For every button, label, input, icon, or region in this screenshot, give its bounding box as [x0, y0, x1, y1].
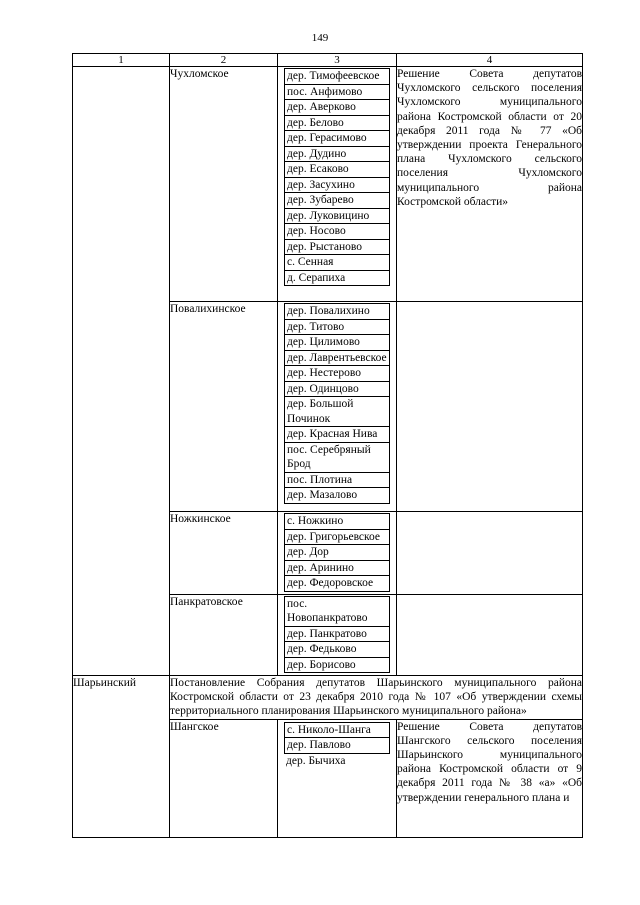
page-number: 149 [311, 32, 329, 44]
header-row [73, 54, 583, 67]
places-list [284, 303, 390, 504]
places-cell [278, 594, 397, 676]
district-document: Постановление Собрания депутатов Шарьинского муниципального района Костромской области от 23 декабря 2010 года № 107 «Об утверждении схемы территориального планирования Шарьинского муниципального района» [170, 677, 582, 718]
places-cell [278, 512, 397, 595]
list-item: дер. Федоровское [284, 576, 390, 592]
settlement-name: Шангское [170, 719, 278, 837]
places-list [284, 68, 390, 286]
list-item: дер. Бычиха [286, 754, 346, 767]
document-cell [397, 594, 583, 676]
list-item: с. Ножкино [284, 514, 390, 530]
table-row [73, 67, 583, 302]
list-item: дер. Повалихино [284, 304, 390, 320]
document-cell [397, 67, 583, 302]
settlement-name: Чухломское [170, 67, 278, 302]
list-item: дер. Одинцово [284, 382, 390, 398]
list-item: дер. Аверково [284, 100, 390, 116]
list-item: дер. Рыстаново [284, 240, 390, 256]
list-item: дер. Павлово [284, 738, 390, 754]
list-item: дер. Тимофеевское [284, 69, 390, 85]
list-item: дер. Лаврентьевское [284, 351, 390, 367]
list-item: дер. Луковицино [284, 209, 390, 225]
table-row [73, 676, 583, 720]
document-cell [397, 512, 583, 595]
list-item: дер. Аринино [284, 561, 390, 577]
list-item: дер. Борисово [284, 658, 390, 674]
list-item: дер. Герасимово [284, 131, 390, 147]
list-item: дер. Есаково [284, 162, 390, 178]
list-item: с. Сенная [284, 255, 390, 271]
list-item: дер. Дор [284, 545, 390, 561]
document-text: Решение Совета депутатов Шангского сельского поселения Шарьинского муниципального района Костромской области от 9 декабря 2011 года № 38 «а» «Об утверждении генерального плана и [397, 720, 582, 804]
places-list [284, 513, 390, 592]
places-cell [278, 719, 397, 837]
document-cell [397, 302, 583, 512]
header-cell: 3 [278, 54, 397, 67]
places-list [284, 596, 390, 674]
list-item: дер. Носово [284, 224, 390, 240]
list-item: дер. Титово [284, 320, 390, 336]
district-cell: Шарьинский [73, 676, 170, 838]
list-item: д. Серапиха [284, 271, 390, 287]
settlements-table [72, 53, 583, 838]
list-item: дер. Засухино [284, 178, 390, 194]
list-item: дер. Зубарево [284, 193, 390, 209]
settlement-name: Ножкинское [170, 512, 278, 595]
list-item: дер. Нестерово [284, 366, 390, 382]
document-text: Решение Совета депутатов Чухломского сельского поселения Чухломского муниципального района Костромской области от 20 декабря 2011 года № 77 «Об утверждении проекта Генерального плана Чухломского сельского поселения Чухломского муниципального района Костромской области» [397, 68, 582, 208]
list-item: дер. Панкратово [284, 627, 390, 643]
list-item: пос. Серебряный Брод [284, 443, 390, 473]
list-item: пос. Новопанкратово [284, 597, 390, 627]
settlement-name: Панкратовское [170, 594, 278, 676]
list-item: дер. Григорьевское [284, 530, 390, 546]
list-item: дер. Цилимово [284, 335, 390, 351]
list-item: дер. Федьково [284, 642, 390, 658]
settlement-name: Повалихинское [170, 302, 278, 512]
header-cell: 1 [73, 54, 170, 67]
header-cell: 4 [397, 54, 583, 67]
list-item: дер. Мазалово [284, 488, 390, 504]
places-cell [278, 302, 397, 512]
list-item: дер. Красная Нива [284, 427, 390, 443]
list-item: дер. Белово [284, 116, 390, 132]
list-item: дер. Дудино [284, 147, 390, 163]
document-cell [397, 719, 583, 837]
district-cell [73, 67, 170, 676]
list-item: с. Николо-Шанга [284, 723, 390, 739]
list-item: пос. Плотина [284, 473, 390, 489]
places-cell [278, 67, 397, 302]
header-cell: 2 [170, 54, 278, 67]
list-item: пос. Анфимово [284, 85, 390, 101]
places-list [284, 722, 390, 769]
list-item: дер. Большой Починок [284, 397, 390, 427]
